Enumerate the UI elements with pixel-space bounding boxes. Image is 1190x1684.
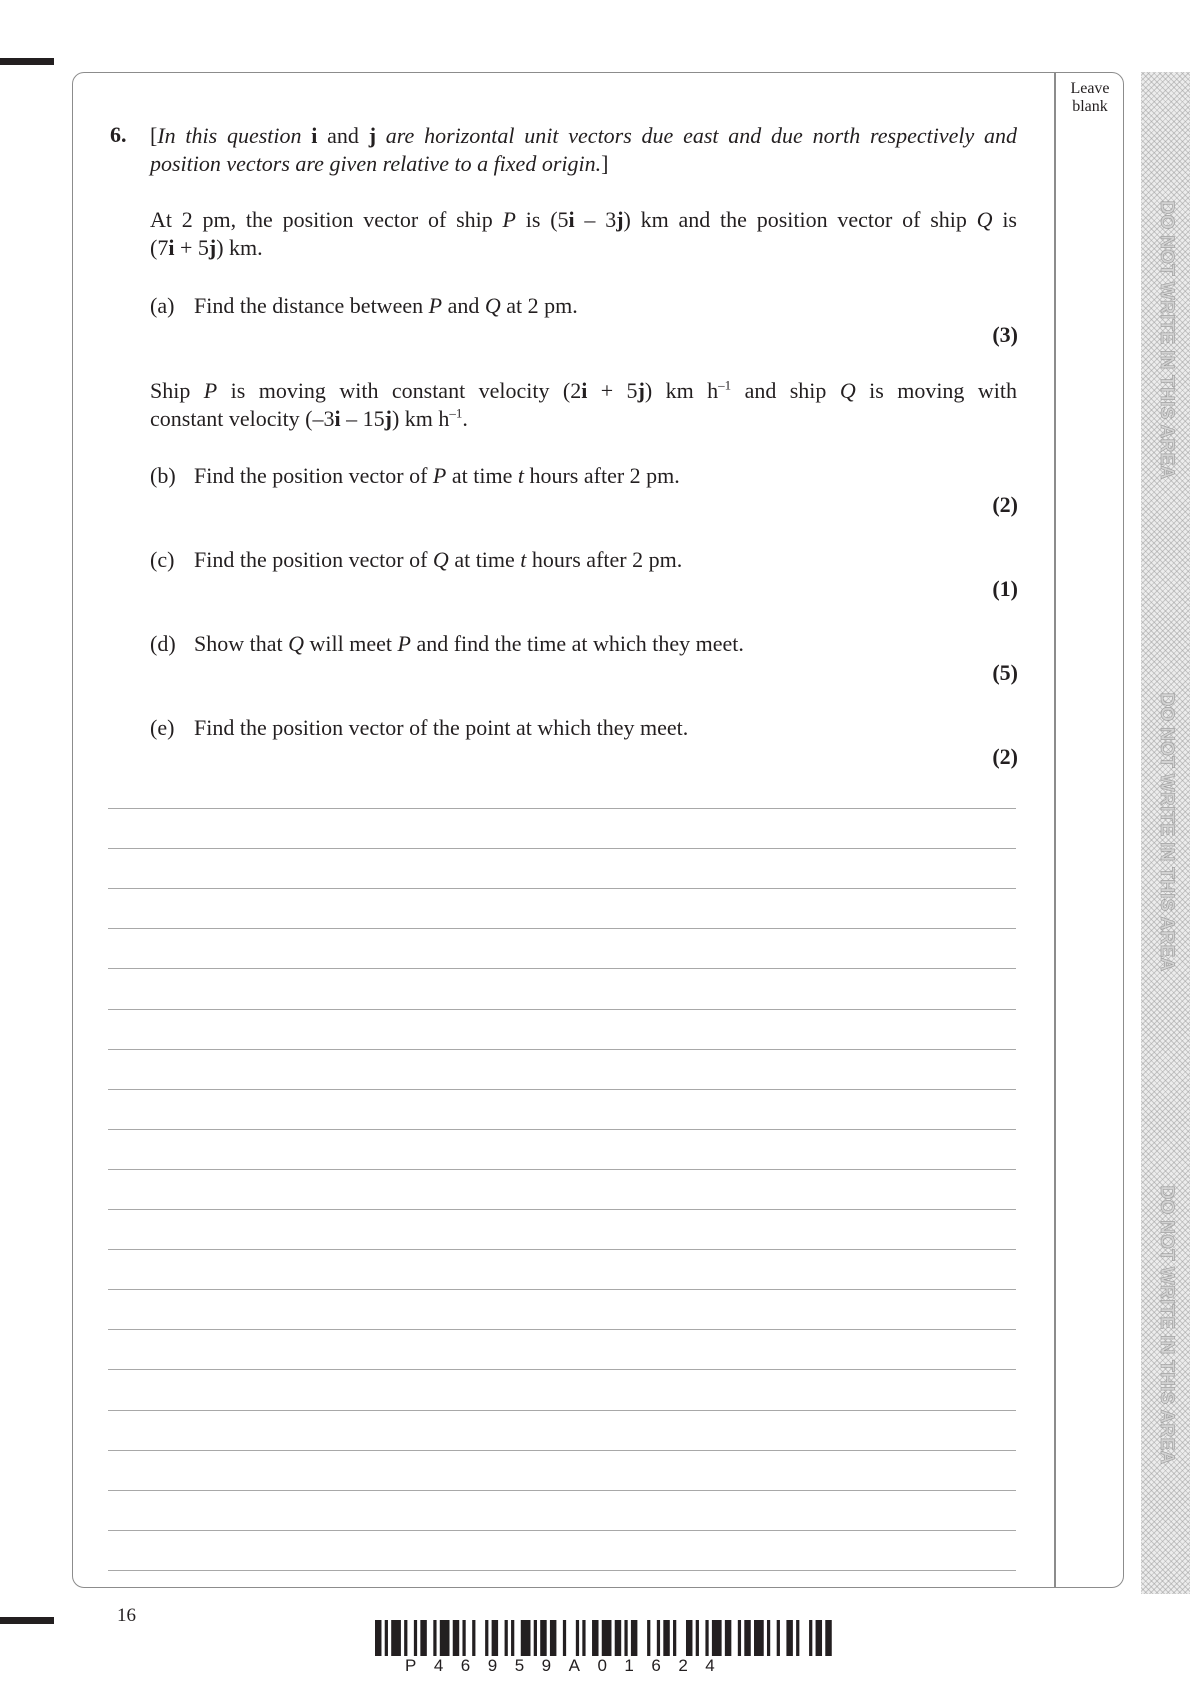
answer-line: [108, 1369, 1016, 1370]
part-label: (b): [150, 463, 176, 488]
registration-mark-bottom: [0, 1617, 54, 1624]
ship-p: P: [428, 293, 443, 318]
velocity-line-1: [150, 378, 1017, 404]
answer-line: [108, 1530, 1016, 1531]
part-b: [150, 463, 680, 489]
answer-line: [108, 1129, 1016, 1130]
barcode-bar: [786, 1620, 792, 1656]
answer-line: [108, 1169, 1016, 1170]
barcode-bar: [462, 1620, 465, 1656]
barcode-bar: [521, 1620, 531, 1656]
vector-i: i: [581, 378, 588, 403]
time-t: t: [520, 547, 527, 572]
barcode-bar: [647, 1620, 650, 1656]
barcode-bar: [592, 1620, 598, 1656]
stem-text: + 5: [174, 235, 209, 260]
leave-blank-word-2: blank: [1072, 98, 1108, 115]
exponent: –1: [718, 377, 732, 393]
ship-q: Q: [839, 378, 856, 403]
barcode-bar: [540, 1620, 546, 1656]
part-text: and: [442, 293, 485, 318]
intro-text: are horizontal unit vectors due east and due north respectively and: [376, 123, 1017, 148]
marks-b: (2): [992, 492, 1018, 517]
marks-e: (2): [992, 744, 1018, 769]
barcode-bar: [485, 1620, 488, 1656]
part-a: [150, 293, 578, 319]
ship-p: P: [397, 631, 411, 656]
page-number: 16: [117, 1605, 136, 1626]
part-text: at 2 pm.: [500, 293, 578, 318]
barcode-bar: [420, 1620, 426, 1656]
barcode-bar: [440, 1620, 450, 1656]
question-number: 6.: [110, 122, 127, 147]
velocity-text: ) km h: [644, 378, 719, 403]
barcode-text: P46959A01624: [405, 1656, 733, 1675]
barcode-bar: [576, 1620, 579, 1656]
intro-and: and: [317, 123, 369, 148]
barcode-bar: [563, 1620, 566, 1656]
barcode-bar: [385, 1620, 388, 1656]
part-text: will meet: [304, 631, 398, 656]
bracket-close: ]: [601, 151, 609, 176]
answer-line: [108, 1089, 1016, 1090]
marks-c: (1): [992, 576, 1018, 601]
part-e: [150, 715, 688, 741]
barcode-bar: [404, 1620, 407, 1656]
velocity-line-2: [150, 406, 468, 432]
barcode-bar: [391, 1620, 401, 1656]
barcode-bar: [809, 1620, 812, 1656]
ship-q: Q: [432, 547, 449, 572]
answer-line: [108, 1289, 1016, 1290]
answer-line: [108, 1209, 1016, 1210]
velocity-text: and ship: [731, 378, 840, 403]
part-d: [150, 631, 744, 657]
part-text: Find the position vector of: [194, 463, 433, 488]
marks-d: (5): [992, 660, 1018, 685]
answer-line: [108, 928, 1016, 929]
answer-line: [108, 808, 1016, 809]
vector-i: i: [568, 207, 575, 232]
barcode-bar: [582, 1620, 585, 1656]
vector-j: j: [637, 378, 645, 403]
intro-line-2: [150, 151, 608, 177]
part-text: Show that: [194, 631, 289, 656]
leave-blank-divider: [1054, 73, 1056, 1587]
do-not-write-warning-2: DO NOT WRITE IN THIS AREA: [1156, 692, 1177, 972]
answer-line: [108, 1450, 1016, 1451]
vector-i: i: [311, 123, 318, 148]
part-text: Find the position vector of the point at which they meet.: [194, 715, 689, 740]
stem-text: (7: [150, 235, 169, 260]
answer-line: [108, 1009, 1016, 1010]
barcode-bar: [816, 1620, 822, 1656]
barcode-bar: [505, 1620, 508, 1656]
answer-line: [108, 1490, 1016, 1491]
stem-text: At 2 pm, the position vector of ship: [150, 207, 503, 232]
barcode-bar: [725, 1620, 731, 1656]
barcode-bar: [738, 1620, 741, 1656]
part-text: hours after 2 pm.: [523, 463, 680, 488]
part-text: at time: [446, 463, 518, 488]
barcode-bar: [375, 1620, 381, 1656]
exponent: –1: [449, 405, 463, 421]
ship-q: Q: [484, 293, 501, 318]
ship-p: P: [203, 378, 218, 403]
part-label: (e): [150, 715, 175, 740]
barcode-bar: [511, 1620, 514, 1656]
leave-blank-label: [1058, 80, 1122, 116]
barcode-bar: [615, 1620, 621, 1656]
barcode-bar: [673, 1620, 676, 1656]
answer-line: [108, 848, 1016, 849]
velocity-text: is moving with constant velocity (2: [217, 378, 582, 403]
ship-q: Q: [288, 631, 305, 656]
intro-line-1: [150, 123, 1017, 149]
stem-text: – 3: [574, 207, 617, 232]
do-not-write-warning-1: DO NOT WRITE IN THIS AREA: [1156, 200, 1177, 480]
barcode-bar: [777, 1620, 780, 1656]
velocity-text: + 5: [587, 378, 638, 403]
ship-p: P: [502, 207, 516, 232]
answer-line: [108, 888, 1016, 889]
barcode-bar: [663, 1620, 669, 1656]
barcode-bar: [767, 1620, 770, 1656]
intro-text: In this question: [157, 123, 312, 148]
bracket-open: [: [150, 123, 158, 148]
barcode-bar: [414, 1620, 417, 1656]
barcode: [375, 1620, 835, 1656]
vector-j: j: [208, 235, 217, 260]
part-label: (d): [150, 631, 176, 656]
do-not-write-warning-3: DO NOT WRITE IN THIS AREA: [1156, 1185, 1177, 1465]
intro-text: position vectors are given relative to a fixed origin.: [150, 151, 602, 176]
velocity-text: is moving with: [855, 378, 1017, 403]
part-c: [150, 547, 682, 573]
answer-line: [108, 1410, 1016, 1411]
stem-line-1: [150, 207, 1017, 233]
answer-line: [108, 968, 1016, 969]
part-text: Find the position vector of: [194, 547, 433, 572]
barcode-bar: [453, 1620, 459, 1656]
part-text: and find the time at which they meet.: [410, 631, 744, 656]
barcode-bar: [754, 1620, 764, 1656]
barcode-bar: [472, 1620, 475, 1656]
velocity-text: Ship: [150, 378, 204, 403]
barcode-bar: [705, 1620, 708, 1656]
ship-q: Q: [976, 207, 993, 232]
velocity-text: ) km h: [391, 406, 450, 431]
vector-j: j: [616, 207, 624, 232]
vector-j: j: [368, 123, 377, 148]
part-label: (a): [150, 293, 175, 318]
barcode-bar: [624, 1620, 627, 1656]
stem-text: ) km and the position vector of ship: [623, 207, 977, 232]
barcode-bar: [657, 1620, 660, 1656]
barcode-bar: [492, 1620, 498, 1656]
barcode-bar: [433, 1620, 436, 1656]
registration-mark-top: [0, 58, 54, 65]
barcode-bar: [550, 1620, 556, 1656]
barcode-bar: [696, 1620, 699, 1656]
ship-p: P: [432, 463, 447, 488]
velocity-text: constant velocity (–3: [150, 406, 335, 431]
barcode-bar: [825, 1620, 831, 1656]
time-t: t: [517, 463, 524, 488]
velocity-text: .: [462, 406, 468, 431]
answer-line: [108, 1570, 1016, 1571]
barcode-bar: [686, 1620, 692, 1656]
stem-text: is (5: [515, 207, 569, 232]
barcode-bar: [796, 1620, 799, 1656]
barcode-bar: [602, 1620, 612, 1656]
answer-line: [108, 1329, 1016, 1330]
answer-line: [108, 1249, 1016, 1250]
marks-a: (3): [992, 322, 1018, 347]
vector-i: i: [334, 406, 341, 431]
leave-blank-word-1: Leave: [1070, 80, 1110, 97]
barcode-bar: [631, 1620, 637, 1656]
barcode-bar: [534, 1620, 537, 1656]
barcode-bar: [712, 1620, 722, 1656]
stem-text: is: [992, 207, 1017, 232]
vector-i: i: [168, 235, 175, 260]
stem-text: ) km.: [216, 235, 263, 260]
part-text: at time: [448, 547, 521, 572]
stem-line-2: [150, 235, 263, 261]
barcode-bar: [744, 1620, 750, 1656]
part-label: (c): [150, 547, 175, 572]
part-text: hours after 2 pm.: [526, 547, 683, 572]
vector-j: j: [384, 406, 392, 431]
velocity-text: – 15: [340, 406, 385, 431]
answer-line: [108, 1049, 1016, 1050]
part-text: Find the distance between: [194, 293, 429, 318]
